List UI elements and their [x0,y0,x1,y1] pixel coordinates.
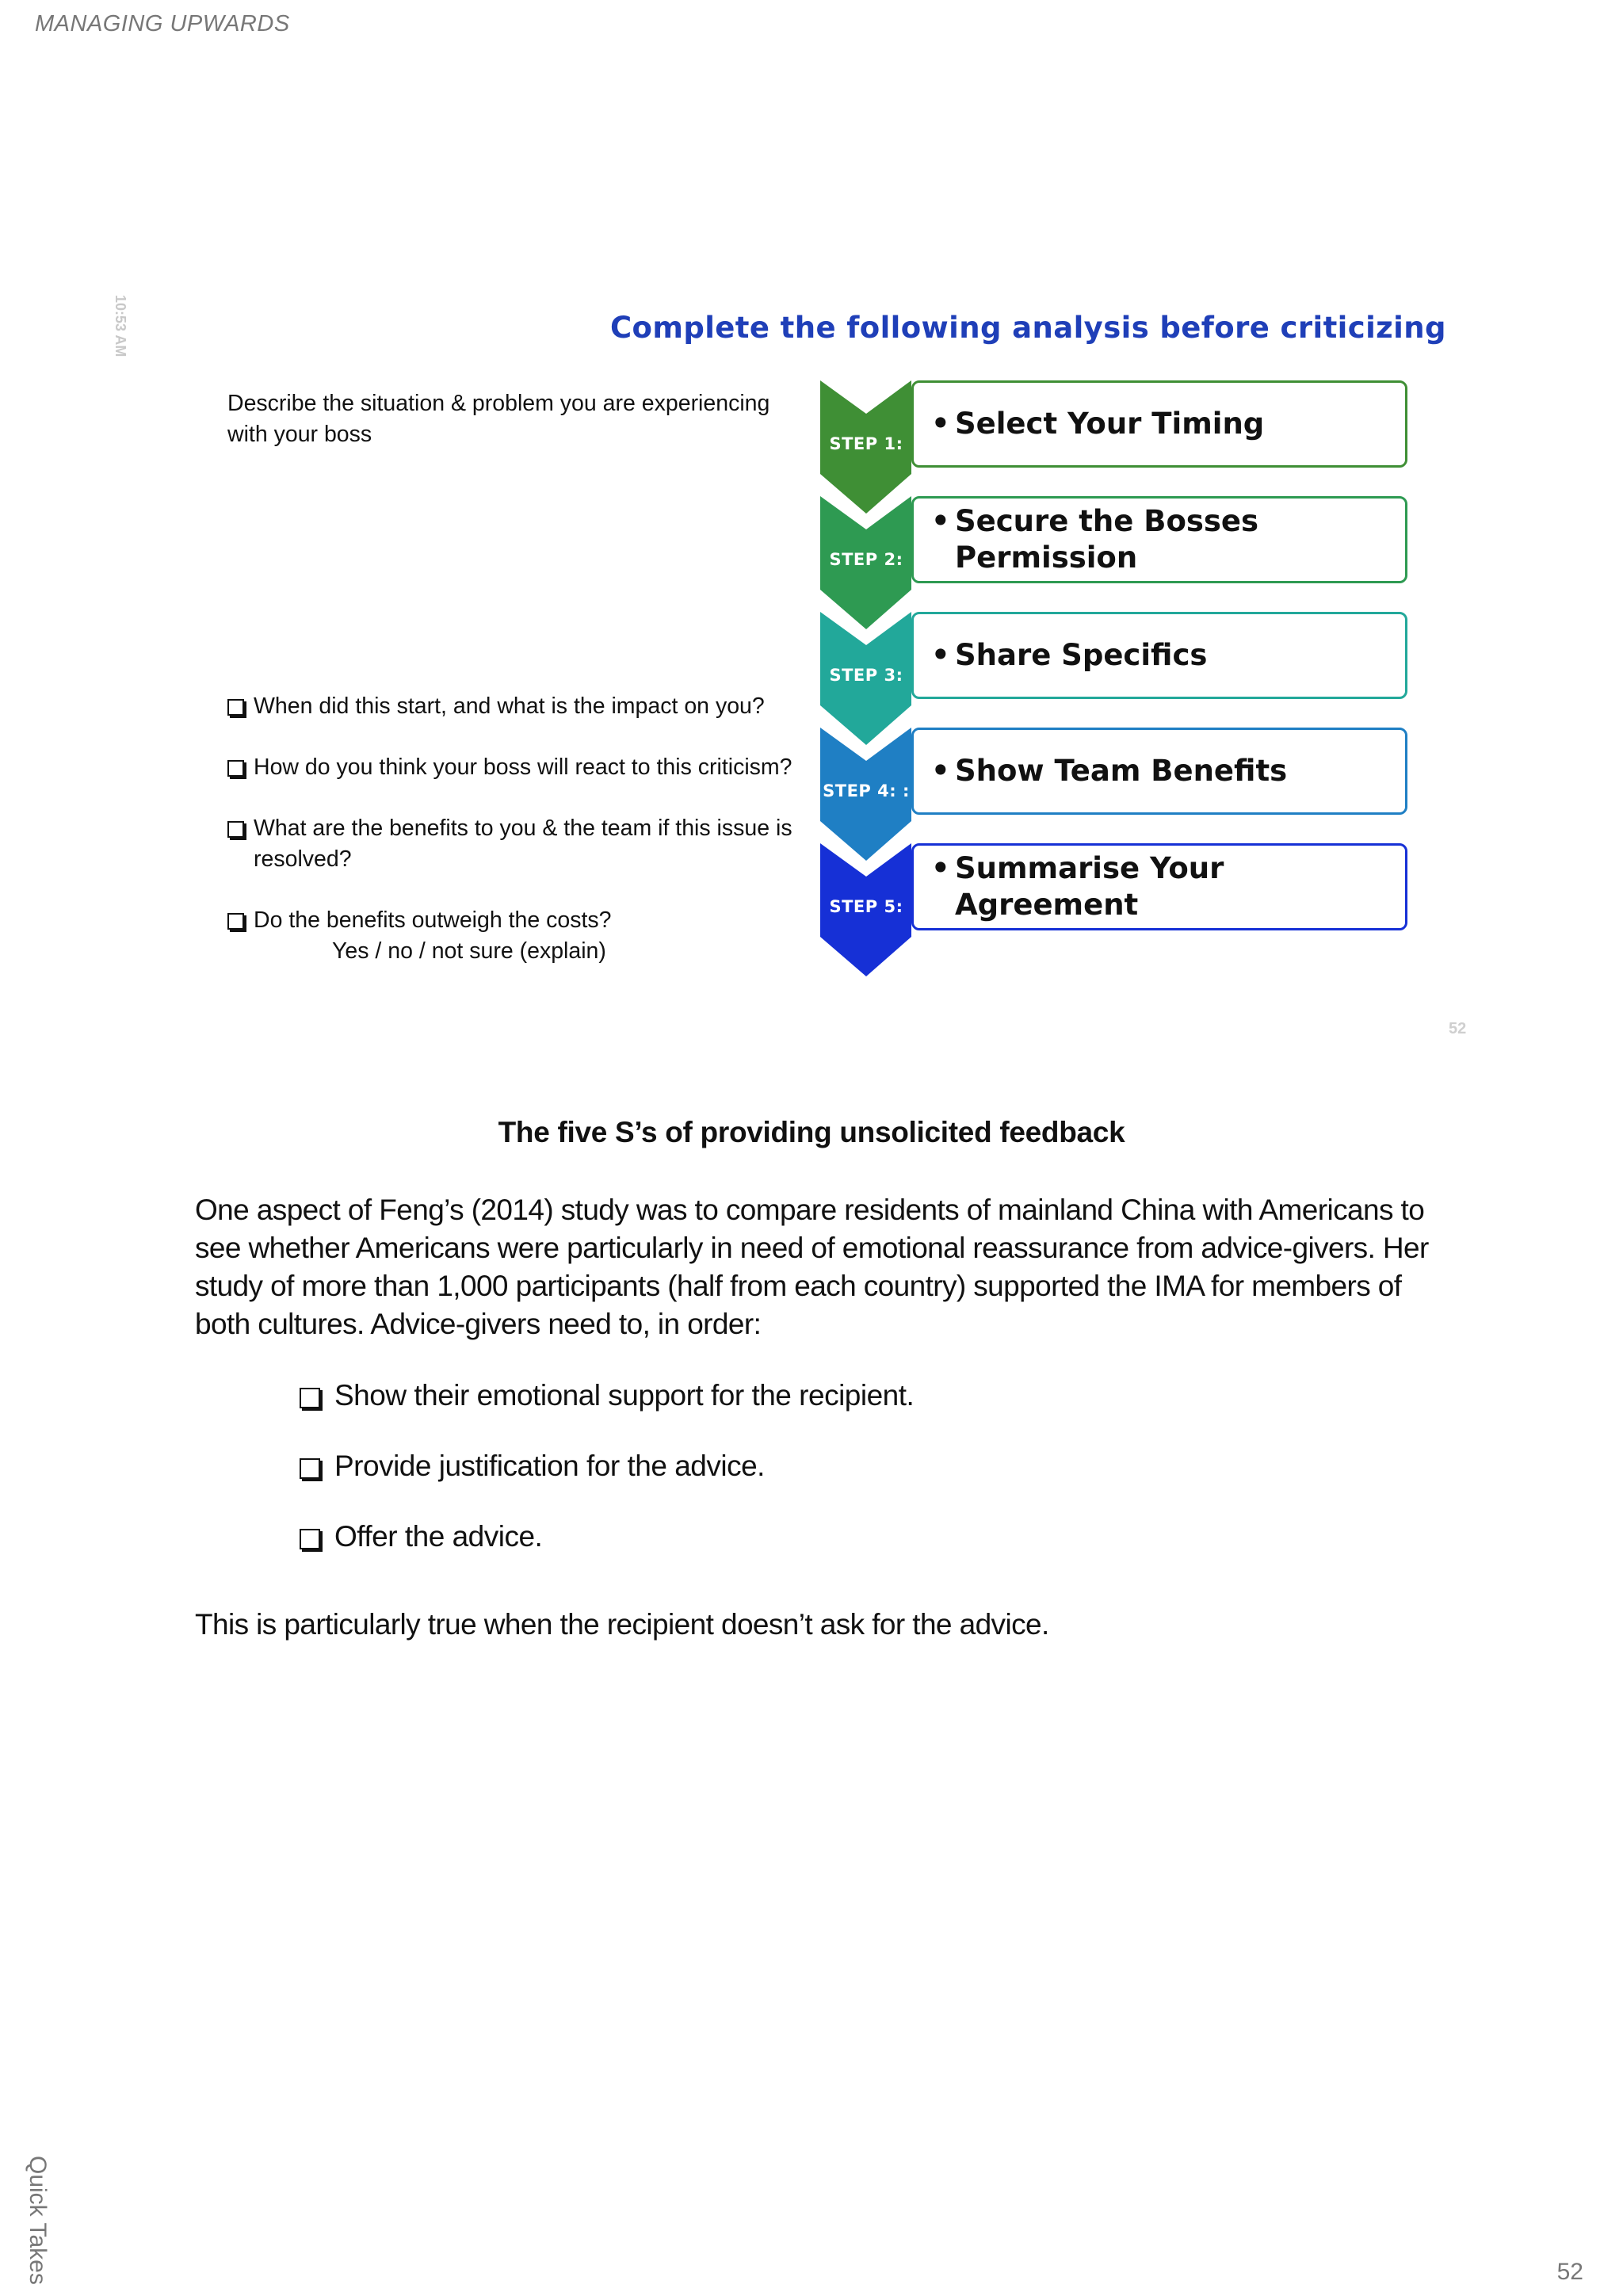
question-item [227,905,798,936]
checkbox-icon [227,699,244,716]
question-text: Do the benefits outweigh the costs? [254,907,612,933]
question-item [227,691,798,722]
checkbox-icon [227,821,244,838]
bullet-icon: • [931,407,950,441]
figure-title: Complete the following analysis before criticizing [610,311,1446,345]
step-1-text: Select Your Timing [955,407,1265,441]
body-paragraph: One aspect of Feng’s (2014) study was to compare residents of mainland China with Americans to see whether Americans were particularly in need of emotional reassurance from advice-givers. Her study of more than 1,000 participants (half from each country) supported the IMA for members of both cultures. Advice-givers need to, in order: [195,1194,1429,1340]
step-1-card [911,380,1407,468]
section-heading: The five S’s of providing unsolicited feedback [498,1116,1125,1148]
footer-side-label: Quick Takes [25,2156,51,2285]
step-row-3 [820,612,1408,701]
checkbox-icon [227,760,244,777]
figure-question-list [227,691,798,967]
list-item-text: Show their emotional support for the recipient. [334,1379,915,1412]
closing-paragraph: This is particularly true when the recipient doesn’t ask for the advice. [195,1608,1049,1641]
list-item-text: Offer the advice. [334,1520,543,1553]
figure-prompt: Describe the situation & problem you are experiencing with your boss [227,391,770,447]
step-5-text: Summarise Your Agreement [955,851,1224,922]
step-3-card [911,612,1407,699]
bullet-icon: • [931,754,950,788]
checkbox-icon [300,1529,320,1549]
bullet-icon: • [931,638,950,672]
list-item [300,1379,1409,1412]
step-5-card [911,843,1407,930]
question-item [227,813,798,875]
question-text: When did this start, and what is the impact on you? [254,693,765,719]
figure-side-tag: 10:53 AM [113,295,128,357]
step-2-text: Secure the Bosses Permission [955,504,1259,575]
step-3-label: STEP 3: [829,666,903,685]
step-1-label: STEP 1: [829,434,903,453]
checkbox-icon [300,1458,320,1479]
bullet-icon: • [931,851,950,885]
step-4-card [911,728,1407,815]
question-item [227,752,798,783]
question-text: How do you think your boss will react to this criticism? [254,755,792,780]
running-head: MANAGING UPWARDS [35,11,290,36]
question-subtext: Yes / no / not sure (explain) [332,938,606,964]
step-row-2 [820,496,1408,585]
checkbox-icon [227,913,244,930]
step-2-card [911,496,1407,583]
list-item [300,1520,1409,1553]
step-row-4 [820,728,1408,816]
step-3-text: Share Specifics [955,638,1208,672]
step-row-5 [820,843,1408,932]
list-item [300,1450,1409,1483]
bullet-icon: • [931,504,950,538]
checkbox-icon [300,1388,320,1408]
step-2-label: STEP 2: [829,550,903,569]
step-4-label: STEP 4: : [823,781,910,800]
figure-page-ref: 52 [1449,1020,1467,1037]
question-text: What are the benefits to you & the team if this issue is resolved? [254,816,792,872]
advice-list [300,1379,1409,1553]
step-4-text: Show Team Benefits [955,754,1288,788]
list-item-text: Provide justification for the advice. [334,1450,765,1482]
step-5-label: STEP 5: [829,897,903,916]
step-row-1 [820,380,1408,469]
page-number: 52 [1556,2259,1583,2285]
